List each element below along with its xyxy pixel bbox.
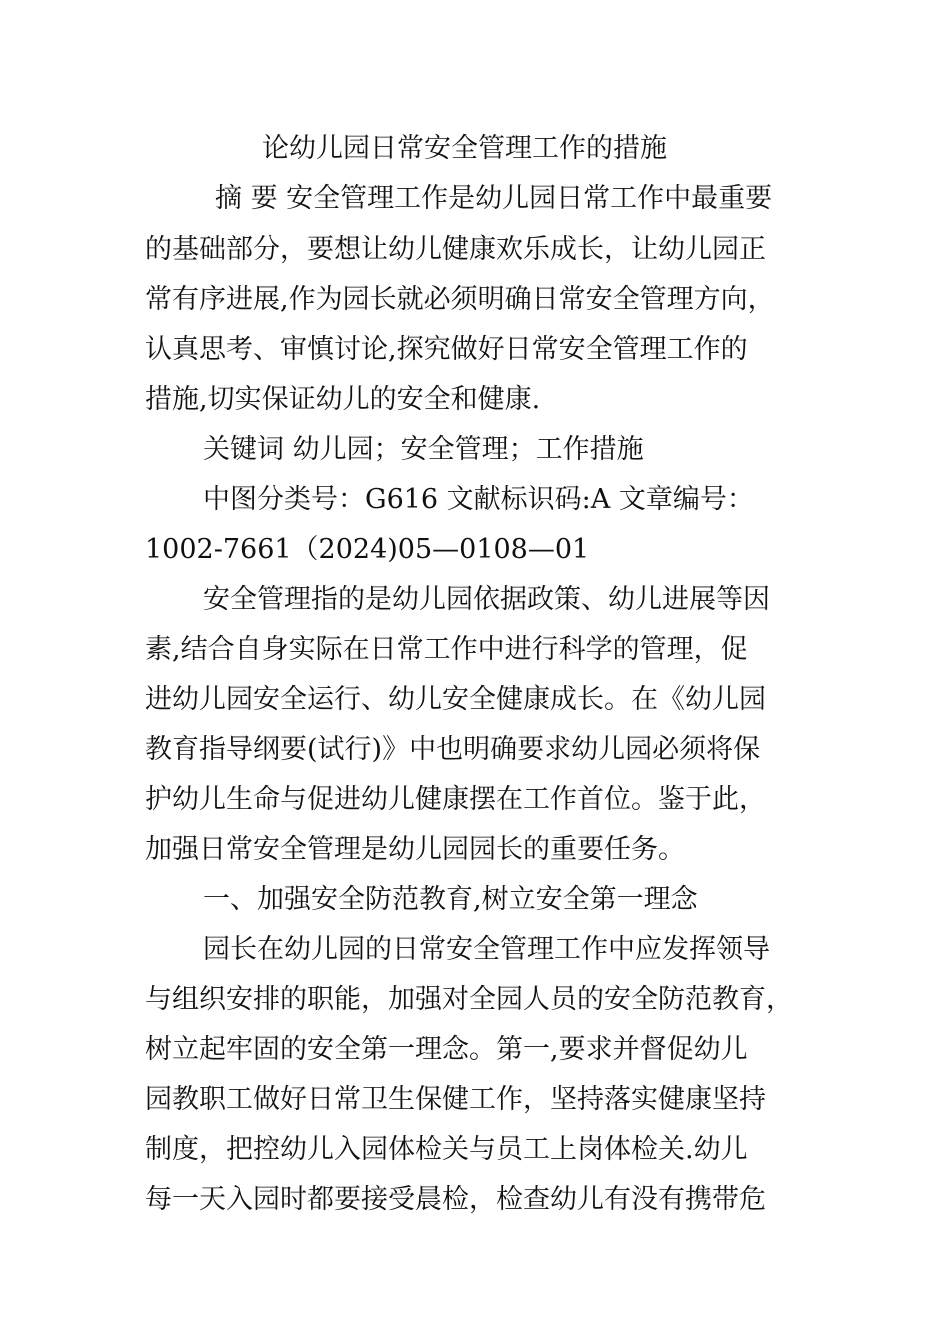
abstract-line: 措施,切实保证幼儿的安全和健康. bbox=[145, 384, 541, 415]
paragraph-line: 加强日常安全管理是幼儿园园长的重要任务。 bbox=[145, 834, 685, 865]
paragraph-line: 与组织安排的职能，加强对全园人员的安全防范教育， bbox=[145, 984, 793, 1015]
abstract-line: 的基础部分，要想让幼儿健康欢乐成长，让幼儿园正 bbox=[145, 234, 766, 265]
paragraph-line: 每一天入园时都要接受晨检，检查幼儿有没有携带危 bbox=[145, 1184, 766, 1215]
paragraph-line: 素,结合自身实际在日常工作中进行科学的管理，促 bbox=[145, 634, 748, 665]
abstract-line: 认真思考、审慎讨论,探究做好日常安全管理工作的 bbox=[145, 334, 748, 365]
paragraph-line: 教育指导纲要(试行)》中也明确要求幼儿园必须将保 bbox=[145, 734, 761, 765]
abstract-line: 摘 要 安全管理工作是幼儿园日常工作中最重要 bbox=[215, 183, 773, 214]
paragraph-line: 树立起牢固的安全第一理念。第一,要求并督促幼儿 bbox=[145, 1034, 748, 1065]
paragraph-line: 安全管理指的是幼儿园依据政策、幼儿进展等因 bbox=[203, 584, 770, 615]
paragraph-line: 护幼儿生命与促进幼儿健康摆在工作首位。鉴于此， bbox=[145, 784, 766, 815]
section-heading: 一、加强安全防范教育,树立安全第一理念 bbox=[203, 884, 698, 915]
paragraph-line: 园长在幼儿园的日常安全管理工作中应发挥领导 bbox=[203, 934, 770, 965]
paragraph-line: 制度，把控幼儿入园体检关与员工上岗体检关.幼儿 bbox=[145, 1134, 748, 1165]
keywords-line: 关键词 幼儿园；安全管理；工作措施 bbox=[203, 434, 644, 465]
abstract-line: 常有序进展,作为园长就必须明确日常安全管理方向， bbox=[145, 284, 775, 315]
classification-line: 中图分类号：G616 文献标识码:A 文章编号： bbox=[203, 484, 754, 515]
document-title: 论幼儿园日常安全管理工作的措施 bbox=[262, 133, 667, 164]
classification-line: 1002-7661（2024)05—0108—01 bbox=[145, 534, 590, 565]
paragraph-line: 进幼儿园安全运行、幼儿安全健康成长。在《幼儿园 bbox=[145, 684, 766, 715]
paragraph-line: 园教职工做好日常卫生保健工作，坚持落实健康坚持 bbox=[145, 1084, 766, 1115]
